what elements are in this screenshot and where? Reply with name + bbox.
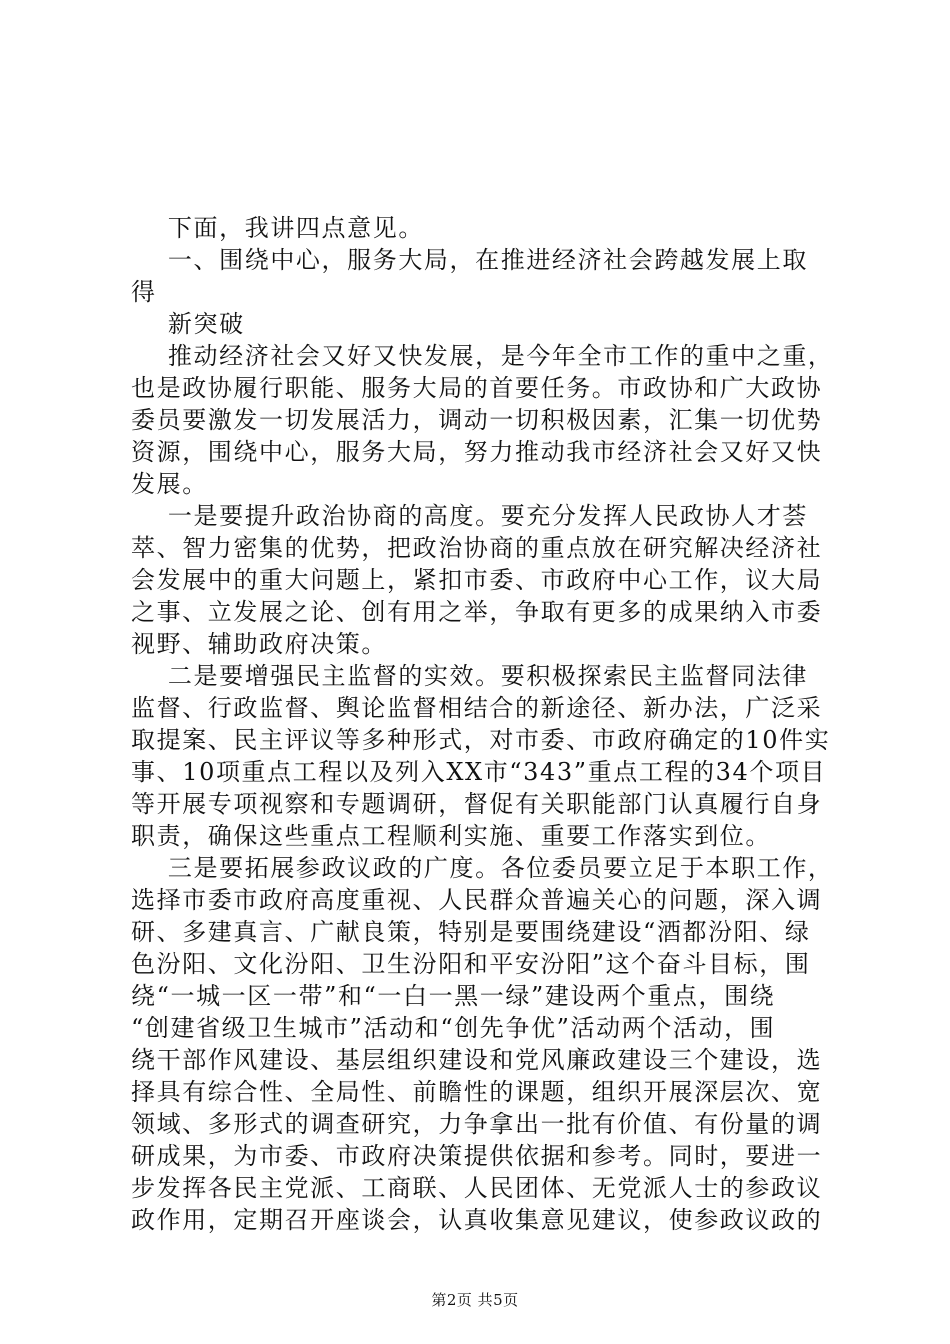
page-number-footer: 第2页 共5页: [431, 1291, 519, 1309]
text-line: 取提案、民主评议等多种形式，对市委、市政府确定的10件实: [131, 726, 831, 754]
text-line: 一是要提升政治协商的高度。要充分发挥人民政协人才荟: [131, 502, 808, 530]
text-line: 视野、辅助政府决策。: [131, 630, 387, 658]
text-line: 研成果，为市委、市政府决策提供依据和参考。同时，要进一: [131, 1142, 823, 1170]
text-line: “创建省级卫生城市”活动和“创先争优”活动两个活动，围: [131, 1014, 776, 1042]
text-line: 发展。: [131, 470, 208, 498]
text-line: 择具有综合性、全局性、前瞻性的课题，组织开展深层次、宽: [131, 1078, 823, 1106]
text-line: 监督、行政监督、舆论监督相结合的新途径、新办法，广泛采: [131, 694, 823, 722]
text-line: 研、多建真言、广献良策，特别是要围绕建设“酒都汾阳、绿: [131, 918, 811, 946]
text-line: 等开展专项视察和专题调研，督促有关职能部门认真履行自身: [131, 790, 823, 818]
text-line: 绕干部作风建设、基层组织建设和党风廉政建设三个建设，选: [131, 1046, 823, 1074]
text-line: 委员要激发一切发展活力，调动一切积极因素，汇集一切优势: [131, 406, 823, 434]
text-line: 二是要增强民主监督的实效。要积极探索民主监督同法律: [131, 662, 808, 690]
text-line: 之事、立发展之论、创有用之举，争取有更多的成果纳入市委: [131, 598, 823, 626]
text-line: 绕“一城一区一带”和“一白一黑一绿”建设两个重点，围绕: [131, 982, 776, 1010]
text-line: 色汾阳、文化汾阳、卫生汾阳和平安汾阳”这个奋斗目标，围: [131, 950, 811, 978]
text-line: 领域、多形式的调查研究，力争拿出一批有价值、有份量的调: [131, 1110, 823, 1138]
text-line: 三是要拓展参政议政的广度。各位委员要立足于本职工作，: [131, 854, 834, 882]
text-line: 下面，我讲四点意见。: [131, 214, 424, 242]
text-line: 步发挥各民主党派、工商联、人民团体、无党派人士的参政议: [131, 1174, 823, 1202]
text-line: 选择市委市政府高度重视、人民群众普遍关心的问题，深入调: [131, 886, 823, 914]
text-line: 会发展中的重大问题上，紧扣市委、市政府中心工作，议大局: [131, 566, 823, 594]
text-line: 萃、智力密集的优势，把政治协商的重点放在研究解决经济社: [131, 534, 823, 562]
text-line: 也是政协履行职能、服务大局的首要任务。市政协和广大政协: [131, 374, 823, 402]
section-heading-continued: 新突破: [131, 310, 245, 338]
section-heading: 一、围绕中心，服务大局，在推进经济社会跨越发展上取: [131, 246, 808, 274]
text-line: 资源，围绕中心，服务大局，努力推动我市经济社会又好又快: [131, 438, 823, 466]
section-heading-continued: 得: [131, 278, 157, 306]
text-line: 政作用，定期召开座谈会，认真收集意见建议，使参政议政的: [131, 1206, 823, 1234]
text-line: 职责，确保这些重点工程顺利实施、重要工作落实到位。: [131, 822, 771, 850]
text-line: 事、10项重点工程以及列入XX市“343”重点工程的34个项目: [131, 758, 827, 786]
text-line: 推动经济社会又好又快发展，是今年全市工作的重中之重，: [131, 342, 834, 370]
